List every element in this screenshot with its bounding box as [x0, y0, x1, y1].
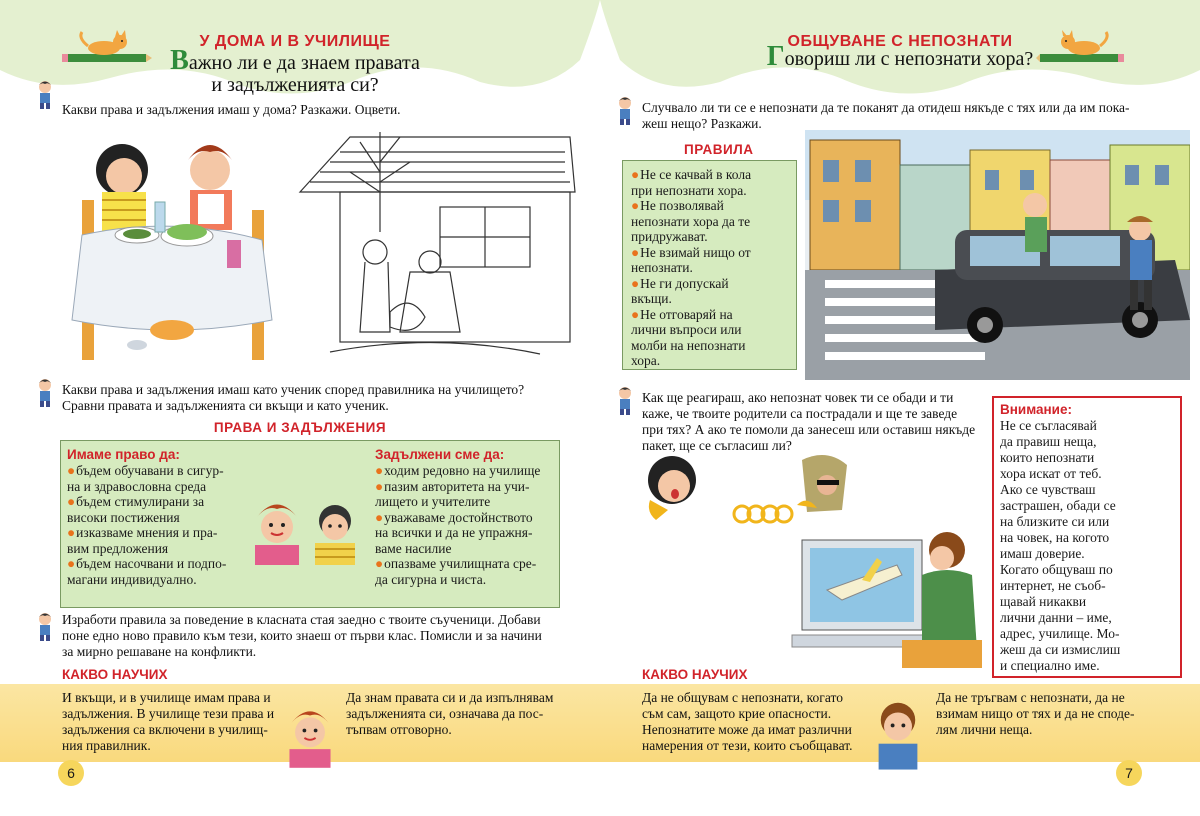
- warning-line: които непознати: [1000, 450, 1095, 465]
- duties-item: ваме насилие: [375, 540, 452, 556]
- warning-line: Не се съгласявай: [1000, 418, 1097, 433]
- bullet-icon: ●: [375, 478, 384, 494]
- rights-item: високи постижения: [67, 509, 180, 525]
- rights-item: ●бъдем насочвани и подпо-: [67, 556, 227, 571]
- bullet-icon: ●: [375, 463, 384, 478]
- bullet-icon: ●: [631, 167, 640, 182]
- duties-item: ●ходим редовно на училище: [375, 463, 541, 478]
- rules-item: вкъщи.: [631, 291, 672, 306]
- rights-list: [67, 463, 226, 587]
- street-stranger-car-illustration: [805, 130, 1190, 380]
- rules-item: придружават.: [631, 229, 708, 244]
- rules-item: ●Не ги допускай: [631, 275, 729, 291]
- rules-item: непознати хора да те: [631, 213, 751, 229]
- warning-line: Ако се чувстваш: [1000, 482, 1096, 497]
- rights-item: ●изказваме мнения и пра-: [67, 525, 218, 540]
- right-task2-line: каже, че твоите родители са пострадали и ще те заведе: [642, 406, 958, 421]
- rules-title: ПРАВИЛА: [684, 142, 754, 157]
- bullet-icon: ●: [631, 198, 640, 213]
- duties-item: на всички и да не упражня-: [375, 525, 533, 540]
- right-task2-line: пакет, ще се съгласиш ли?: [642, 438, 792, 453]
- boy-icon: [614, 386, 636, 416]
- left-title-drop-cap: В: [170, 45, 189, 76]
- duties-column: [375, 447, 540, 587]
- page-number-right: 7: [1116, 760, 1142, 786]
- warning-line: на човек, на когото: [1000, 530, 1110, 545]
- warning-line: застрашен, обади се: [1000, 498, 1116, 513]
- bullet-icon: ●: [375, 509, 384, 525]
- left-learned-a-line: И вкъщи, и в училище имам права и: [62, 690, 271, 705]
- left-learned-a-line: задължения са включени в училищ-: [62, 722, 268, 737]
- right-learned-a-line: Непознатите може да имат различни: [642, 722, 852, 737]
- rights-duties-box: [60, 440, 560, 608]
- boy-icon: [34, 612, 56, 642]
- warning-line: жеш да си измислиш: [1000, 642, 1121, 657]
- rules-item: при непознати хора.: [631, 182, 747, 198]
- rights-column: [67, 447, 226, 587]
- right-task1: [642, 100, 1130, 132]
- duties-item: ●опазваме училищната сре-: [375, 556, 537, 571]
- duties-item: ●уважаваме достойнството: [375, 509, 533, 525]
- bullet-icon: ●: [375, 556, 384, 571]
- left-learned-label: КАКВО НАУЧИХ: [62, 667, 168, 682]
- house-coloring-illustration: [290, 112, 580, 372]
- warning-line: адрес, училище. Мо-: [1000, 626, 1120, 641]
- bullet-icon: ●: [67, 525, 76, 540]
- warning-line: хора искат от теб.: [1000, 466, 1102, 481]
- rules-item: ●Не отговаряй на: [631, 306, 733, 322]
- rights-item: вим предложения: [67, 540, 169, 556]
- telephone-call-illustration: [632, 450, 862, 530]
- warning-line: лични данни – име,: [1000, 610, 1112, 625]
- rules-item: ●Не взимай нищо от: [631, 244, 751, 260]
- bullet-icon: ●: [67, 463, 76, 478]
- bullet-icon: ●: [631, 244, 640, 260]
- boy-icon: [34, 80, 56, 110]
- rules-item: молби на непознати: [631, 337, 746, 353]
- rules-item: лични въпроси или: [631, 322, 742, 337]
- rights-item: ●бъдем обучавани в сигур-: [67, 463, 224, 478]
- rights-item: ●бъдем стимулирани за: [67, 494, 205, 509]
- rules-item: ●Не се качвай в кола: [631, 167, 752, 182]
- warning-box: [992, 396, 1182, 678]
- left-learned-a: [62, 690, 274, 754]
- left-task2: [62, 382, 524, 414]
- right-learned-b-line: Да не тръгвам с непознати, да не: [936, 690, 1125, 705]
- left-task3-line3: за мирно решаване на конфликти.: [62, 644, 257, 659]
- left-title-line1: ажно ли е да знаем правата: [188, 52, 420, 74]
- bullet-icon: ●: [67, 494, 76, 509]
- rights-item: магани индивидуално.: [67, 571, 197, 587]
- duties-item: ●пазим авторитета на учи-: [375, 478, 530, 494]
- left-learned-b-line: задълженията си, означава да пос-: [346, 706, 544, 721]
- right-learned-b: [936, 690, 1135, 738]
- warning-line: на близките си или: [1000, 514, 1110, 529]
- rules-list: [623, 161, 796, 369]
- boy-icon: [614, 96, 636, 126]
- family-dinner-illustration: [62, 130, 282, 360]
- rights-section-title: ПРАВА И ЗАДЪЛЖЕНИЯ: [213, 420, 387, 435]
- boy-icon: [870, 696, 926, 772]
- left-learned-b-line: Да знам правата си и да изпълнявам: [346, 690, 554, 705]
- left-learned-a-line: ния правилник.: [62, 738, 151, 753]
- right-learned-label: КАКВО НАУЧИХ: [642, 667, 748, 682]
- left-learned-b-line: тъпвам отговорно.: [346, 722, 452, 737]
- girl-icon: [247, 497, 307, 567]
- duties-column-head: Задължени сме да:: [375, 447, 505, 462]
- warning-text: [1000, 418, 1174, 674]
- rights-item: на и здравословна среда: [67, 478, 207, 494]
- left-task1: Какви права и задължения имаш у дома? Разкажи. Оцвети.: [62, 102, 401, 117]
- right-task2-line: при тях? А ако те помоли да занесеш или оставиш някъде: [642, 422, 976, 437]
- warning-line: имаш доверие.: [1000, 546, 1085, 561]
- rules-item: ●Не позволявай: [631, 198, 724, 213]
- right-task2: [642, 390, 975, 454]
- duties-item: да сигурна и чиста.: [375, 571, 487, 587]
- rights-column-head: Имаме право да:: [67, 447, 180, 462]
- left-task2-line1: Какви права и задължения имаш като ученик според правилника на училището?: [62, 382, 525, 397]
- left-learned-b: [346, 690, 553, 738]
- left-learned-a-line: задължения. В училище тези права и: [62, 706, 275, 721]
- right-learned-a-line: намерения от тези, които съобщават.: [642, 738, 853, 753]
- cat-on-pencil-icon: [1036, 28, 1126, 68]
- bullet-icon: ●: [631, 306, 640, 322]
- left-task2-line2: Сравни правата и задълженията си вкъщи и като ученик.: [62, 398, 389, 413]
- right-learned-a-line: съм сам, защото крие опасности.: [642, 706, 832, 721]
- right-task1-line2: жеш нещо? Разкажи.: [642, 116, 762, 131]
- duties-list: [375, 463, 540, 587]
- left-task3: [62, 612, 542, 660]
- boy-icon: [34, 378, 56, 408]
- rules-item: непознати.: [631, 260, 693, 275]
- girl-icon: [282, 702, 338, 772]
- cat-on-pencil-icon: [62, 28, 152, 68]
- rules-item: хора.: [631, 353, 661, 368]
- right-task2-line: Как ще реагираш, ако непознат човек ти се обади и ти: [642, 390, 954, 405]
- right-section-label: ОБЩУВАНЕ С НЕПОЗНАТИ: [787, 33, 1013, 50]
- warning-line: щавай никакви: [1000, 594, 1087, 609]
- left-question-title: [150, 45, 440, 96]
- boy-icon: [309, 497, 361, 567]
- bullet-icon: ●: [67, 556, 76, 571]
- warning-line: интернет, не съоб-: [1000, 578, 1106, 593]
- computer-airplane-illustration: [782, 520, 982, 670]
- page-number-left: 6: [58, 760, 84, 786]
- right-learned-a-line: Да не общувам с непознати, когато: [642, 690, 843, 705]
- warning-line: Когато общуваш по: [1000, 562, 1113, 577]
- left-title-line2: и задълженията си?: [211, 74, 379, 96]
- right-learned-b-line: лям лични неща.: [936, 722, 1033, 737]
- rules-box: [622, 160, 797, 370]
- warning-line: и специално име.: [1000, 658, 1100, 673]
- page-right: [600, 0, 1200, 816]
- left-task3-line1: Изработи правила за поведение в класната стая заедно с твоите съученици. Добави: [62, 612, 541, 627]
- right-title-drop-cap: Г: [766, 41, 785, 72]
- bullet-icon: ●: [631, 275, 640, 291]
- right-learned-a: [642, 690, 853, 754]
- right-task1-line1: Случвало ли ти се е непознати да те поканят да отидеш някъде с тях или да им пока-: [642, 100, 1130, 115]
- right-title-line1: овориш ли с непознати хора?: [784, 48, 1034, 70]
- right-learned-b-line: взимам нищо от тях и да не споде-: [936, 706, 1135, 721]
- left-section-label: У ДОМА И В УЧИЛИЩЕ: [199, 33, 391, 50]
- duties-item: лището и учителите: [375, 494, 491, 509]
- warning-head: Внимание:: [1000, 402, 1072, 417]
- left-task3-line2: поне едно ново правило към тези, които знаеш от първи клас. Помисли и за начини: [62, 628, 542, 643]
- warning-line: да правиш неща,: [1000, 434, 1097, 449]
